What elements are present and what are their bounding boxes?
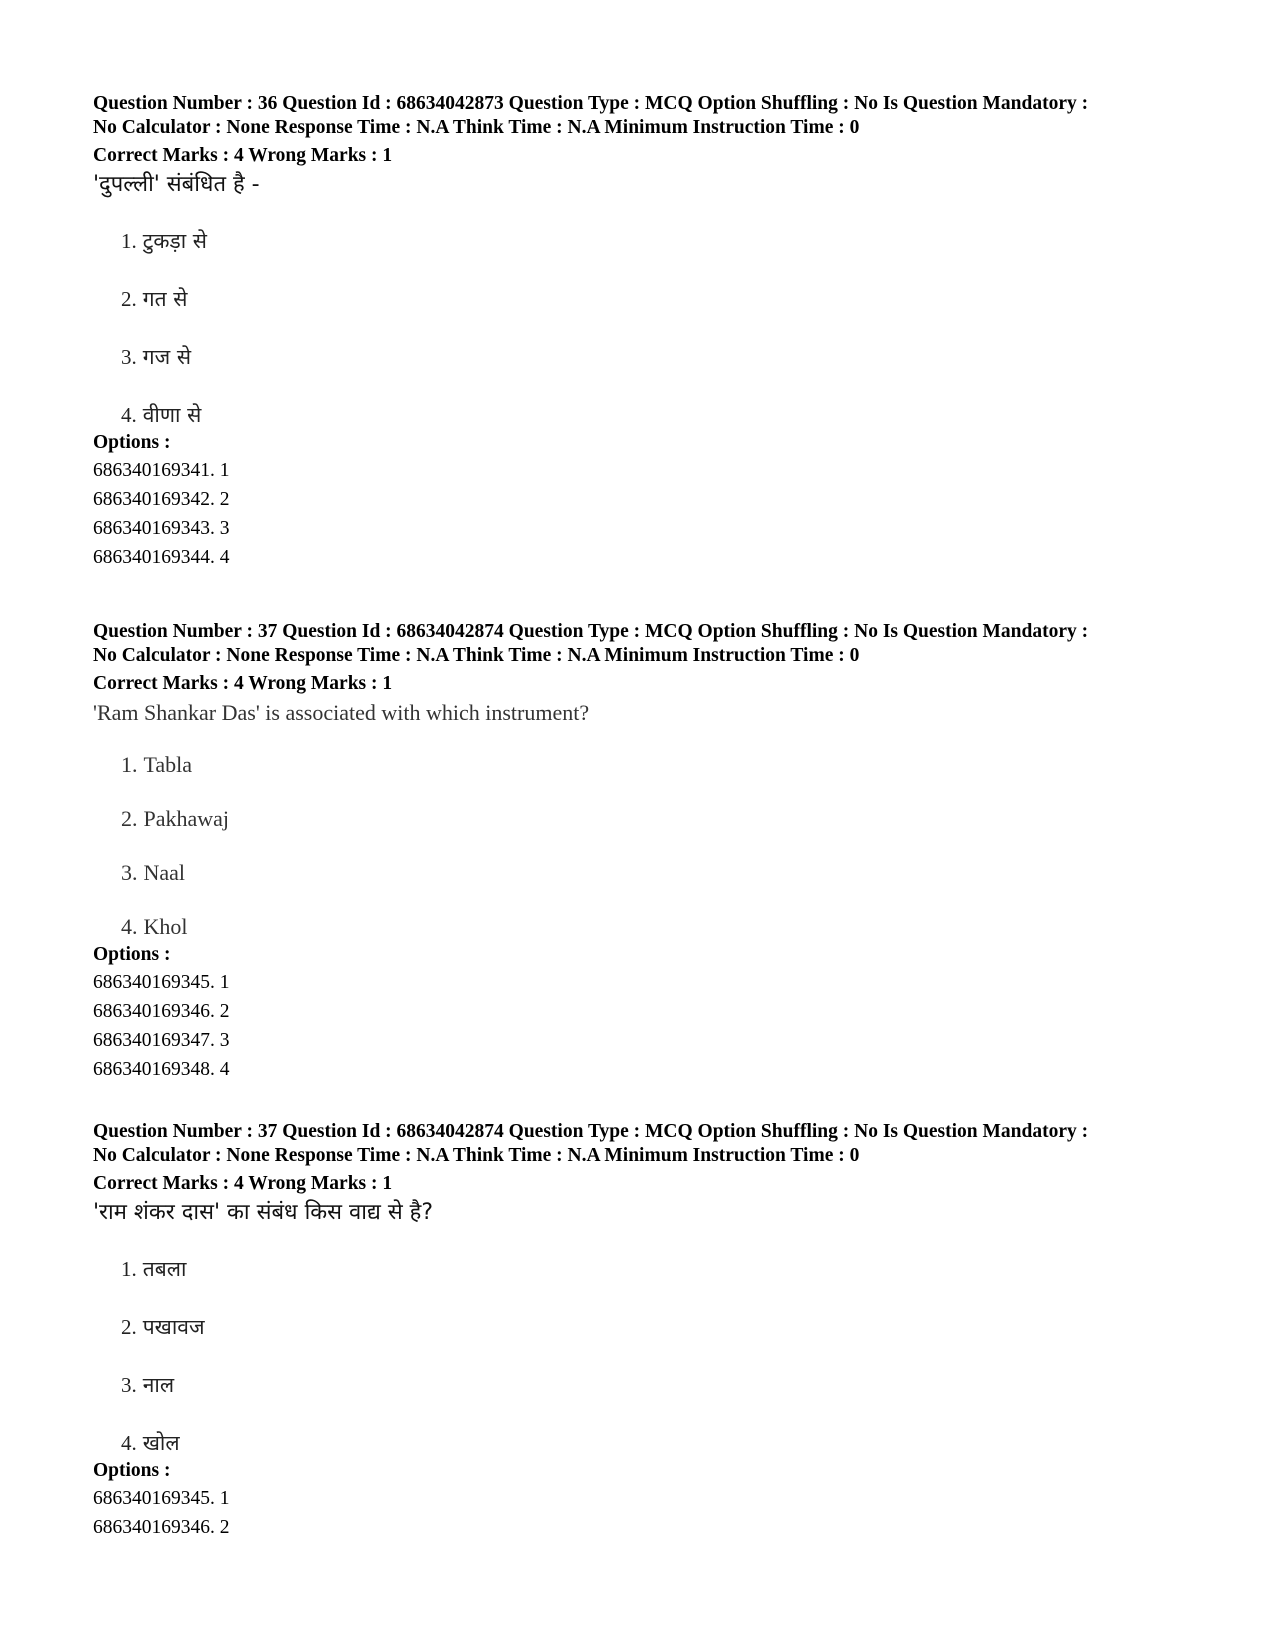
question-text: 'दुपल्ली' संबंधित है - bbox=[93, 172, 260, 197]
question-meta-line-1: Question Number : 36 Question Id : 68634042873 Question Type : MCQ Option Shuffling : No Is Question Mandatory : bbox=[93, 93, 1089, 114]
marks-line: Correct Marks : 4 Wrong Marks : 1 bbox=[93, 1173, 393, 1194]
option-line: 686340169342. 2 bbox=[93, 489, 230, 510]
choice-list bbox=[93, 226, 1233, 430]
option-line: 686340169344. 4 bbox=[93, 547, 230, 568]
choice-item: 1. Tabla bbox=[121, 752, 193, 777]
question-block-36 bbox=[93, 92, 1233, 572]
question-meta-line-1: Question Number : 37 Question Id : 68634042874 Question Type : MCQ Option Shuffling : No Is Question Mandatory : bbox=[93, 1121, 1089, 1142]
options-heading: Options : bbox=[93, 1460, 171, 1481]
marks-line: Correct Marks : 4 Wrong Marks : 1 bbox=[93, 673, 393, 694]
choice-item: 4. खोल bbox=[121, 1431, 180, 1455]
option-line: 686340169345. 1 bbox=[93, 1488, 230, 1509]
marks-line: Correct Marks : 4 Wrong Marks : 1 bbox=[93, 145, 393, 166]
choice-item: 2. पखावज bbox=[121, 1315, 205, 1339]
option-line: 686340169348. 4 bbox=[93, 1059, 230, 1080]
choice-item: 2. Pakhawaj bbox=[121, 806, 230, 831]
choice-item: 4. Khol bbox=[121, 914, 188, 939]
choice-item: 3. नाल bbox=[121, 1373, 175, 1397]
question-meta-line-1: Question Number : 37 Question Id : 68634042874 Question Type : MCQ Option Shuffling : No Is Question Mandatory : bbox=[93, 621, 1089, 642]
question-block-37-hi bbox=[93, 1120, 1233, 1542]
choice-item: 3. गज से bbox=[121, 345, 192, 369]
option-line: 686340169346. 2 bbox=[93, 1001, 230, 1022]
options-heading: Options : bbox=[93, 432, 171, 453]
option-line: 686340169346. 2 bbox=[93, 1517, 230, 1538]
question-meta-line-2: No Calculator : None Response Time : N.A Think Time : N.A Minimum Instruction Time : 0 bbox=[93, 645, 860, 666]
choice-list bbox=[93, 750, 1233, 942]
choice-item: 1. टुकड़ा से bbox=[121, 229, 208, 253]
choice-item: 2. गत से bbox=[121, 287, 188, 311]
question-text: 'Ram Shankar Das' is associated with which instrument? bbox=[93, 700, 590, 725]
option-line: 686340169345. 1 bbox=[93, 972, 230, 993]
question-meta-line-2: No Calculator : None Response Time : N.A Think Time : N.A Minimum Instruction Time : 0 bbox=[93, 117, 860, 138]
choice-item: 4. वीणा से bbox=[121, 403, 202, 427]
option-line: 686340169343. 3 bbox=[93, 518, 230, 539]
question-meta-line-2: No Calculator : None Response Time : N.A Think Time : N.A Minimum Instruction Time : 0 bbox=[93, 1145, 860, 1166]
option-line: 686340169341. 1 bbox=[93, 460, 230, 481]
choice-item: 3. Naal bbox=[121, 860, 186, 885]
options-heading: Options : bbox=[93, 944, 171, 965]
question-block-37-en bbox=[93, 620, 1233, 1084]
option-line: 686340169347. 3 bbox=[93, 1030, 230, 1051]
choice-list bbox=[93, 1254, 1233, 1458]
question-text: 'राम शंकर दास' का संबंध किस वाद्य से है? bbox=[93, 1200, 434, 1225]
choice-item: 1. तबला bbox=[121, 1257, 187, 1281]
